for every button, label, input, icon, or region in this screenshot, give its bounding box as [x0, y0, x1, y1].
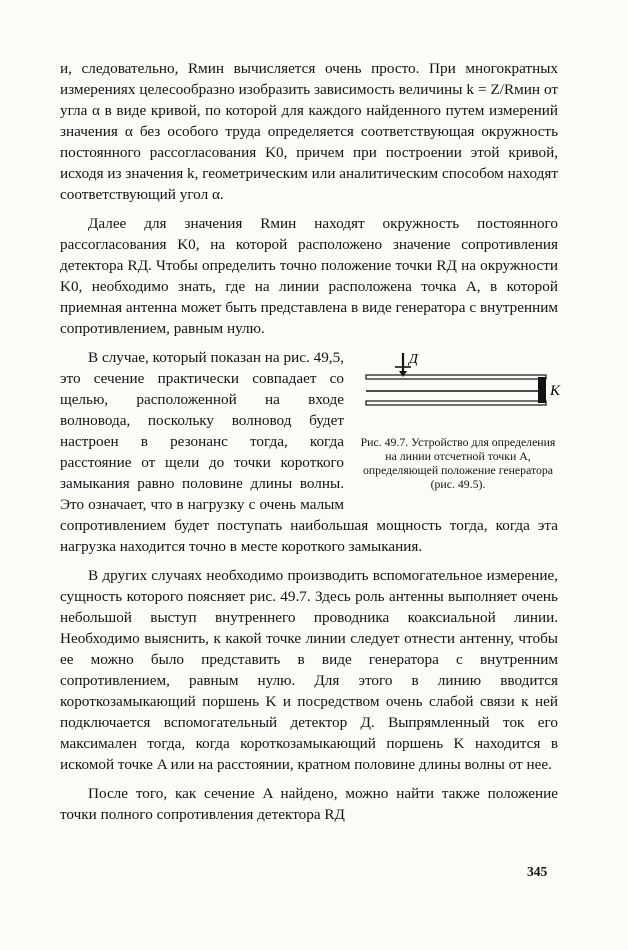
piston-label: K: [550, 383, 561, 399]
outer-conductor-top: [366, 375, 546, 379]
figure-caption: Рис. 49.7. Устройство для определения на линии отсчетной точки A, определяющей положение генератора (рис. 49.5).: [360, 435, 556, 491]
paragraph-5: После того, как сечение A найдено, можно найти также положение точки полного сопротивления детектора RД: [60, 785, 558, 823]
page-body: [60, 58, 561, 825]
figure-49-7: [358, 352, 561, 491]
coaxial-line-diagram: [358, 352, 561, 415]
figure-text-block: [60, 347, 561, 557]
page-number: 345: [527, 864, 548, 879]
paragraph-4: В других случаях необходимо производить вспомогательное измерение, сущность которого поясняет рис. 49.7. Здесь роль антенны выполняет очень небольшой выступ внутреннего проводника коаксиальной линии. Необходимо выяснить, к какой точке линии следует отнести антенну, чтобы ее можно было представить в виде генератора с внутренним сопротивлением, равным нулю. Для этого в линию вводится короткозамыкающий поршень K и посредством очень слабой связи к ней подключается вспомогательный детектор Д. Выпрямленный ток его максимален тогда, когда короткозамыкающий поршень K находится в искомой точке A или на расстоянии, кратном половине длины волны от нее.: [60, 567, 558, 773]
detector-arrow: [399, 371, 407, 377]
shorting-piston: [538, 377, 546, 403]
outer-conductor-bottom: [366, 401, 546, 405]
paragraph-2: Далее для значения Rмин находят окружность постоянного рассогласования K0, на которой расположено значение сопротивления детектора RД. Чтобы определить точно положение точки RД на окружности K0, необходимо знать, где на линии расположена точка A, в которой приемная антенна может быть представлена в виде генератора с внутренним сопротивлением, равным нулю.: [60, 215, 558, 337]
paragraph-1: и, следовательно, Rмин вычисляется очень просто. При многократных измерениях целесообразно изобразить зависимость величины k = Z/Rмин от угла α в виде кривой, по которой для каждого найденного путем измерений значения α без особого труда определяется соответствующая окружность постоянного рассогласования K0, причем при построении этой кривой, исходя из значения k, геометрическим или аналитическим способом находят соответствующий угол α.: [60, 60, 558, 203]
detector-label: Д: [409, 352, 418, 367]
paragraph-3: В случае, который показан на рис. 49,5, это сечение практически совпадает со щелью, расположенной на входе волновода, поскольку волновод будет настроен в резонанс тогда, когда расстояние от щели до точки короткого замыкания равно половине длины волны. Это означает, что в нагрузку с очень малым сопротивлением будет поступать наибольшая мощность тогда, когда эта нагрузка находится точно в месте короткого замыкания.: [60, 349, 558, 555]
